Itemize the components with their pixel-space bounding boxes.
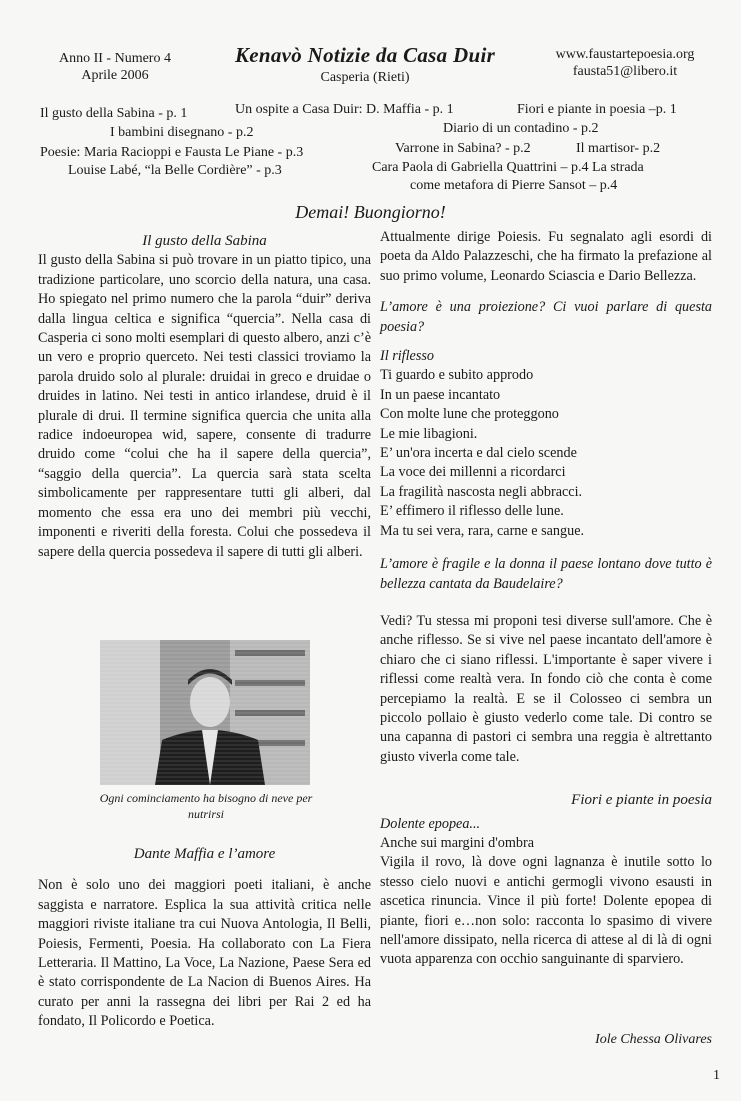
- author-signature: Iole Chessa Olivares: [595, 1032, 712, 1047]
- poem-line: La fragilità nascosta negli abbracci.: [380, 483, 583, 500]
- author-photo: [100, 640, 310, 785]
- poem-line: In un paese incantato: [380, 386, 501, 403]
- email-link[interactable]: fausta51@libero.it: [572, 64, 678, 79]
- photo-caption: Ogni cominciamento ha bisogno di neve per nutrirsi: [99, 791, 313, 821]
- article-body: Vigila il rovo, là dove ogni lagnanza è inutile sotto lo stesso cielo nuovi e antichi germogli vivono esausti in ascetica rinuncia. Vince il più forte! Dolente epopea di piante, fiori e…non solo: racconta lo spasimo di vivere nell'amore dissipato, nella ricerca di attese al di là di ogni vuota apparenza con occhio sanguinante di sparviero.: [380, 854, 712, 968]
- poem-line: La voce dei millenni a ricordarci: [380, 464, 566, 481]
- toc-item[interactable]: Louise Labé, “la Belle Cordière” - p.3: [68, 163, 282, 178]
- newsletter-place: Casperia (Rieti): [320, 70, 410, 85]
- newsletter-title: Kenavò Notizie da Casa Duir: [234, 43, 496, 67]
- toc-item[interactable]: Cara Paola di Gabriella Quattrini – p.4 La strada: [372, 160, 644, 175]
- poem-line: Con molte lune che proteggono: [380, 406, 559, 423]
- toc-item[interactable]: Il martisor- p.2: [576, 141, 661, 156]
- toc-item[interactable]: Il gusto della Sabina - p. 1: [40, 106, 188, 121]
- article-body: Non è solo uno dei maggiori poeti italiani, è anche saggista e narratore. Esplica la sua attività critica nelle maggiori riviste italiane tra cui Nuova Antologia, Il Belli, Poiesis, Fermenti, Poesia. Ha collaborato con La Fiera Letteraria. Il Mattino, La Voce, La Nazione, Paese Sera ed è stato corrispondente de La Nacion di Buenos Aires. Ha curato per anni la rassegna dei libri per Rai 2 ed ha fondato, Il Policordo e Poetica.: [38, 877, 371, 1030]
- portrait-image: [100, 640, 310, 785]
- article-body: Attualmente dirige Poiesis. Fu segnalato agli esordi di poeta da Aldo Palazzeschi, che ha firmato la prefazione al suo primo volume, Leonardo Sciascia e Dario Bellezza.: [380, 229, 712, 284]
- interview-question: L’amore è fragile e la donna il paese lontano dove tutto è bellezza cantata da Baudelaire?: [380, 556, 712, 592]
- page-number: 1: [713, 1068, 720, 1083]
- article-body: Il gusto della Sabina si può trovare in un piatto tipico, una tradizione particolare, uno scorcio della natura, una casa. Ho spiegato nel primo numero che la parola “duir” deriva dalla lingua celtica e significa “quercia”. Nella casa di Casperia ci sono molti esemplari di questo albero, anzi c’è un vero e proprio querceto. Nei testi classici troviamo la parola druido solo al plurale: druidai in greco e druidae o druides in latino. Nei testi in antico irlandese, druid è il plurale di drui. Il termine significa quercia che unita alla radice indoeuropea wid, sapere, consente di tradurre druido come “colui che ha il sapere della quercia”, “saggio della quercia”. La quercia sarà stata scelta simbolicamente per rappresentare tutti gli alberi, dal momento che essa era uno dei membri più vecchi, imponenti e riveriti della foresta. Colui che possedeva il sapere della quercia possedeva il sapere di tutti gli alberi.: [38, 252, 371, 560]
- right-column: [380, 228, 712, 970]
- article-heading: Fiori e piante in poesia: [571, 792, 712, 809]
- toc-item[interactable]: Fiori e piante in poesia –p. 1: [517, 102, 677, 117]
- interview-question: L’amore è una proiezione? Ci vuoi parlare di questa poesia?: [380, 299, 712, 335]
- interview-answer: Vedi? Tu stessa mi proponi tesi diverse sull'amore. Che è anche riflesso. Se si vive nel paese incantato dell'amore è chiaro che ci siano riflessi. L'importante è saper vivere i riflessi come realtà vera. In fondo ciò che conta è come percepiamo la realtà. E se il Colosseo ci sembra un piccolo pollaio è giusto vederlo come tale. Di contro se una capanna di pastori ci sembra una reggia è altrettanto giusto viverla come tale.: [380, 612, 712, 765]
- poem-line: Anche sui margini d'ombra: [380, 834, 534, 851]
- issue-number: Anno II - Numero 4: [59, 51, 171, 66]
- article-heading: Il gusto della Sabina: [142, 233, 267, 249]
- poem: [380, 347, 712, 541]
- greeting-heading: Demai! Buongiorno!: [295, 202, 446, 222]
- masthead: [200, 43, 530, 86]
- toc-item[interactable]: Varrone in Sabina? - p.2: [395, 141, 531, 156]
- poem-line: E’ effimero il riflesso delle lune.: [380, 503, 564, 520]
- toc-item[interactable]: come metafora di Pierre Sansot – p.4: [410, 178, 618, 193]
- left-column-lower: [38, 845, 371, 1032]
- toc-item[interactable]: Poesie: Maria Racioppi e Fausta Le Piane - p.3: [40, 145, 304, 160]
- website-link[interactable]: www.faustartepoesia.org: [555, 47, 695, 62]
- toc-item[interactable]: Diario di un contadino - p.2: [443, 121, 599, 136]
- issue-info: [40, 50, 190, 84]
- left-column: [38, 232, 371, 562]
- poem-title: Il riflesso: [380, 348, 434, 365]
- toc-item[interactable]: I bambini disegnano - p.2: [110, 125, 254, 140]
- poem-line: Le mie libagioni.: [380, 425, 478, 442]
- poem-subtitle: Dolente epopea...: [380, 815, 481, 832]
- table-of-contents: [0, 100, 741, 195]
- article-heading: Dante Maffia e l’amore: [133, 846, 276, 862]
- poem-line: Ti guardo e subito approdo: [380, 367, 534, 384]
- toc-item[interactable]: Un ospite a Casa Duir: D. Maffia - p. 1: [235, 102, 454, 117]
- poem-line: E’ un'ora incerta e dal cielo scende: [380, 445, 577, 462]
- poem-line: Ma tu sei vera, rara, carne e sangue.: [380, 522, 585, 539]
- issue-date: Aprile 2006: [81, 68, 149, 83]
- contact-info: [530, 46, 720, 80]
